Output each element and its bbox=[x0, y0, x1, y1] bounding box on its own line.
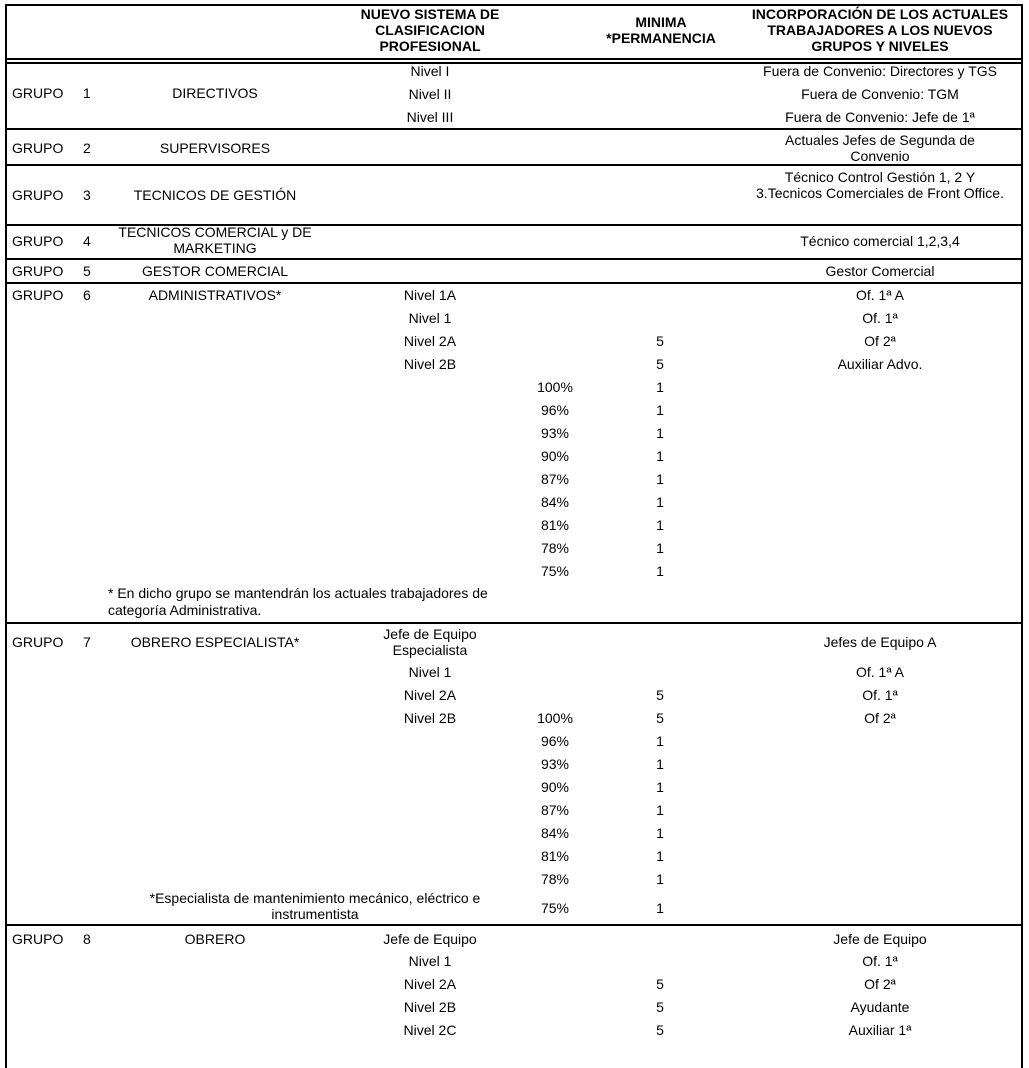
pct: 81% bbox=[540, 848, 570, 864]
incorp: Fuera de Convenio: Jefe de 1ª bbox=[785, 109, 975, 125]
incorp: Of 2ª bbox=[864, 976, 896, 992]
rule-g1 bbox=[5, 128, 1023, 130]
grupo-label: GRUPO bbox=[12, 263, 64, 279]
incorp: Auxiliar Advo. bbox=[837, 356, 923, 372]
incorp: Of. 1ª A bbox=[856, 287, 904, 303]
perm-value: 1 bbox=[656, 425, 664, 441]
perm-value: 1 bbox=[656, 402, 664, 418]
grupo-label: GRUPO bbox=[12, 287, 64, 303]
grupo-number: 5 bbox=[83, 263, 91, 279]
pct: 78% bbox=[540, 871, 570, 887]
header-permanencia: MINIMA *PERMANENCIA bbox=[606, 14, 716, 46]
perm-value: 1 bbox=[656, 540, 664, 556]
perm-value: 1 bbox=[656, 448, 664, 464]
level: Nivel III bbox=[406, 109, 454, 125]
grupo-name: TECNICOS DE GESTIÓN bbox=[133, 187, 297, 203]
pct: 84% bbox=[540, 825, 570, 841]
grupo-label: GRUPO bbox=[12, 187, 64, 203]
grupo-name: DIRECTIVOS bbox=[172, 85, 258, 101]
grupo-number: 7 bbox=[83, 634, 91, 650]
grupo-number: 1 bbox=[83, 85, 91, 101]
perm-value: 1 bbox=[656, 900, 664, 916]
level: Nivel 2B bbox=[403, 710, 457, 726]
incorp: Of 2ª bbox=[864, 710, 896, 726]
incorp: Jefe de Equipo bbox=[833, 931, 927, 947]
pct: 75% bbox=[540, 900, 570, 916]
level: Jefe de Equipo bbox=[383, 931, 477, 947]
grupo-number: 3 bbox=[83, 187, 91, 203]
grupo-name: GESTOR COMERCIAL bbox=[142, 263, 288, 279]
grupo-number: 4 bbox=[83, 233, 91, 249]
perm-value: 1 bbox=[656, 825, 664, 841]
incorp: Auxiliar 1ª bbox=[848, 1022, 912, 1038]
header-incorporacion: INCORPORACIÓN DE LOS ACTUALES TRABAJADORES A LOS NUEVOS GRUPOS Y NIVELES bbox=[751, 6, 1009, 54]
level: Nivel 2C bbox=[403, 1022, 457, 1038]
level: Nivel 1 bbox=[408, 310, 452, 326]
level: Nivel 1 bbox=[408, 664, 452, 680]
perm-value: 1 bbox=[656, 779, 664, 795]
incorp: Of. 1ª bbox=[862, 310, 898, 326]
perm-value: 5 bbox=[656, 710, 664, 726]
level: Nivel 1A bbox=[403, 287, 457, 303]
pct: 93% bbox=[540, 425, 570, 441]
pct: 87% bbox=[540, 802, 570, 818]
rule-g6 bbox=[5, 622, 1023, 624]
incorp: Of. 1ª A bbox=[856, 664, 904, 680]
grupo-number: 6 bbox=[83, 287, 91, 303]
incorp: Fuera de Convenio: TGM bbox=[801, 86, 959, 102]
pct: 90% bbox=[540, 448, 570, 464]
perm-value: 1 bbox=[656, 494, 664, 510]
perm-value: 5 bbox=[656, 976, 664, 992]
incorp: Of 2ª bbox=[864, 333, 896, 349]
incorp: Técnico comercial 1,2,3,4 bbox=[800, 233, 960, 249]
grupo-label: GRUPO bbox=[12, 634, 64, 650]
footnote: *Especialista de mantenimiento mecánico, eléctrico e instrumentista bbox=[149, 890, 481, 922]
perm-value: 5 bbox=[656, 333, 664, 349]
perm-value: 5 bbox=[656, 999, 664, 1015]
incorp: Técnico Control Gestión 1, 2 Y 3.Tecnicos Comerciales de Front Office. bbox=[756, 169, 1004, 201]
grupo-name: OBRERO bbox=[184, 931, 246, 947]
level: Nivel 2B bbox=[403, 999, 457, 1015]
perm-value: 1 bbox=[656, 871, 664, 887]
grupo-name: OBRERO ESPECIALISTA* bbox=[130, 634, 300, 650]
pct: 81% bbox=[540, 517, 570, 533]
perm-value: 1 bbox=[656, 563, 664, 579]
rule-header bbox=[5, 58, 1023, 60]
perm-value: 1 bbox=[656, 802, 664, 818]
grupo-number: 8 bbox=[83, 931, 91, 947]
grupo-name: SUPERVISORES bbox=[159, 140, 271, 156]
pct: 78% bbox=[540, 540, 570, 556]
pct: 96% bbox=[540, 733, 570, 749]
rule-g5 bbox=[5, 282, 1023, 284]
perm-value: 1 bbox=[656, 471, 664, 487]
perm-value: 1 bbox=[656, 517, 664, 533]
perm-value: 5 bbox=[656, 1022, 664, 1038]
level: Jefe de Equipo Especialista bbox=[383, 626, 477, 658]
pct: 75% bbox=[540, 563, 570, 579]
pct: 100% bbox=[537, 379, 573, 395]
level: Nivel II bbox=[408, 86, 452, 102]
perm-value: 5 bbox=[656, 687, 664, 703]
grupo-name: ADMINISTRATIVOS* bbox=[148, 287, 282, 303]
footnote: * En dicho grupo se mantendrán los actuales trabajadores de categoría Administrativa. bbox=[108, 585, 488, 618]
perm-value: 5 bbox=[656, 356, 664, 372]
level: Nivel 2A bbox=[403, 687, 457, 703]
level: Nivel 1 bbox=[408, 953, 452, 969]
pct: 100% bbox=[537, 710, 573, 726]
incorp: Of. 1ª bbox=[862, 687, 898, 703]
perm-value: 1 bbox=[656, 756, 664, 772]
pct: 93% bbox=[540, 756, 570, 772]
incorp: Of. 1ª bbox=[862, 953, 898, 969]
level: Nivel 2A bbox=[403, 333, 457, 349]
grupo-label: GRUPO bbox=[12, 85, 64, 101]
grupo-label: GRUPO bbox=[12, 233, 64, 249]
pct: 87% bbox=[540, 471, 570, 487]
rule-g7 bbox=[5, 924, 1023, 926]
incorp: Actuales Jefes de Segunda de Convenio bbox=[785, 132, 975, 164]
grupo-number: 2 bbox=[83, 140, 91, 156]
grupo-label: GRUPO bbox=[12, 931, 64, 947]
level: Nivel I bbox=[410, 63, 450, 79]
pct: 84% bbox=[540, 494, 570, 510]
perm-value: 1 bbox=[656, 848, 664, 864]
level: Nivel 2A bbox=[403, 976, 457, 992]
pct: 96% bbox=[540, 402, 570, 418]
incorp: Gestor Comercial bbox=[825, 263, 935, 279]
header-system: NUEVO SISTEMA DE CLASIFICACION PROFESIONAL bbox=[360, 6, 500, 54]
pct: 90% bbox=[540, 779, 570, 795]
rule-g2 bbox=[5, 164, 1023, 166]
incorp: Fuera de Convenio: Directores y TGS bbox=[763, 63, 997, 79]
grupo-label: GRUPO bbox=[12, 140, 64, 156]
rule-g4 bbox=[5, 258, 1023, 260]
perm-value: 1 bbox=[656, 379, 664, 395]
incorp: Ayudante bbox=[850, 999, 910, 1015]
level: Nivel 2B bbox=[403, 356, 457, 372]
perm-value: 1 bbox=[656, 733, 664, 749]
incorp: Jefes de Equipo A bbox=[823, 634, 937, 650]
grupo-name: TECNICOS COMERCIAL y DE MARKETING bbox=[118, 224, 312, 256]
